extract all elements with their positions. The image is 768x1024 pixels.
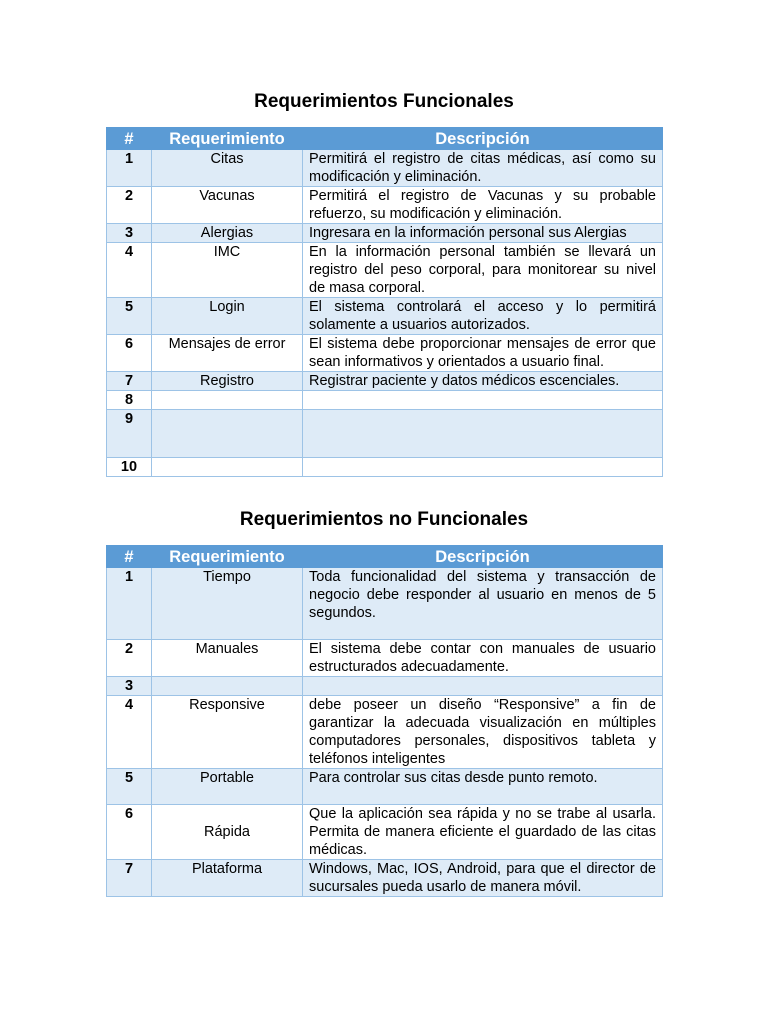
row-number: 3 (107, 224, 152, 243)
requirement-name: Rápida (152, 805, 303, 860)
table-row (107, 805, 663, 860)
table-row (107, 372, 663, 391)
row-number: 8 (107, 391, 152, 410)
row-number: 6 (107, 805, 152, 860)
table-row (107, 860, 663, 897)
table-row (107, 224, 663, 243)
requirement-name: Login (152, 298, 303, 335)
row-number: 1 (107, 150, 152, 187)
table-row (107, 640, 663, 677)
requirement-description: El sistema controlará el acceso y lo permitirá solamente a usuarios autorizados. (303, 298, 663, 335)
non-functional-requirements-table (106, 545, 663, 897)
requirement-description (303, 458, 663, 477)
table-row (107, 769, 663, 805)
requirement-name: Plataforma (152, 860, 303, 897)
requirement-description: Permitirá el registro de citas médicas, así como su modificación y eliminación. (303, 150, 663, 187)
requirement-name (152, 458, 303, 477)
column-header-description: Descripción (303, 546, 663, 568)
row-number: 4 (107, 696, 152, 769)
table-row (107, 568, 663, 640)
requirement-description: Registrar paciente y datos médicos escenciales. (303, 372, 663, 391)
table-row (107, 458, 663, 477)
requirement-description: Para controlar sus citas desde punto remoto. (303, 769, 663, 805)
requirement-name: Tiempo (152, 568, 303, 640)
requirement-name (152, 410, 303, 458)
requirement-name: Alergias (152, 224, 303, 243)
row-number: 6 (107, 335, 152, 372)
requirement-description: Toda funcionalidad del sistema y transacción de negocio debe responder al usuario en menos de 5 segundos. (303, 568, 663, 640)
requirement-name (152, 677, 303, 696)
requirement-name: IMC (152, 243, 303, 298)
requirement-name: Vacunas (152, 187, 303, 224)
row-number: 3 (107, 677, 152, 696)
row-number: 7 (107, 372, 152, 391)
functional-requirements-title: Requerimientos Funcionales (254, 91, 514, 112)
requirement-description: Permitirá el registro de Vacunas y su probable refuerzo, su modificación y eliminación. (303, 187, 663, 224)
requirement-description: debe poseer un diseño “Responsive” a fin de garantizar la adecuada visualización en múltiples computadores personales, dispositivos tableta y teléfonos inteligentes (303, 696, 663, 769)
table-row (107, 335, 663, 372)
requirement-description: El sistema debe contar con manuales de usuario estructurados adecuadamente. (303, 640, 663, 677)
row-number: 9 (107, 410, 152, 458)
row-number: 2 (107, 187, 152, 224)
table-row (107, 150, 663, 187)
table-row (107, 298, 663, 335)
column-header-number: # (107, 128, 152, 150)
table-row (107, 410, 663, 458)
row-number: 4 (107, 243, 152, 298)
requirement-name: Citas (152, 150, 303, 187)
requirement-name: Portable (152, 769, 303, 805)
row-number: 2 (107, 640, 152, 677)
row-number: 10 (107, 458, 152, 477)
table-header-row (107, 128, 663, 150)
table-row (107, 187, 663, 224)
row-number: 1 (107, 568, 152, 640)
column-header-requirement: Requerimiento (152, 128, 303, 150)
requirement-name: Manuales (152, 640, 303, 677)
requirement-name: Responsive (152, 696, 303, 769)
non-functional-requirements-title: Requerimientos no Funcionales (239, 509, 529, 530)
requirement-name: Mensajes de error (152, 335, 303, 372)
table-row (107, 391, 663, 410)
table-row (107, 696, 663, 769)
requirement-description: Ingresara en la información personal sus Alergias (303, 224, 663, 243)
requirement-description: En la información personal también se llevará un registro del peso corporal, para monitorear su nivel de masa corporal. (303, 243, 663, 298)
functional-requirements-table (106, 127, 663, 477)
row-number: 7 (107, 860, 152, 897)
requirement-description: Windows, Mac, IOS, Android, para que el director de sucursales pueda usarlo de manera móvil. (303, 860, 663, 897)
table-row (107, 677, 663, 696)
row-number: 5 (107, 298, 152, 335)
requirement-description (303, 677, 663, 696)
requirement-description (303, 391, 663, 410)
requirement-description: El sistema debe proporcionar mensajes de error que sean informativos y orientados a usuario final. (303, 335, 663, 372)
column-header-description: Descripción (303, 128, 663, 150)
row-number: 5 (107, 769, 152, 805)
column-header-requirement: Requerimiento (152, 546, 303, 568)
column-header-number: # (107, 546, 152, 568)
requirement-description: Que la aplicación sea rápida y no se trabe al usarla. Permita de manera eficiente el guardado de las citas médicas. (303, 805, 663, 860)
requirement-name (152, 391, 303, 410)
requirement-description (303, 410, 663, 458)
requirement-name: Registro (152, 372, 303, 391)
table-row (107, 243, 663, 298)
table-header-row (107, 546, 663, 568)
